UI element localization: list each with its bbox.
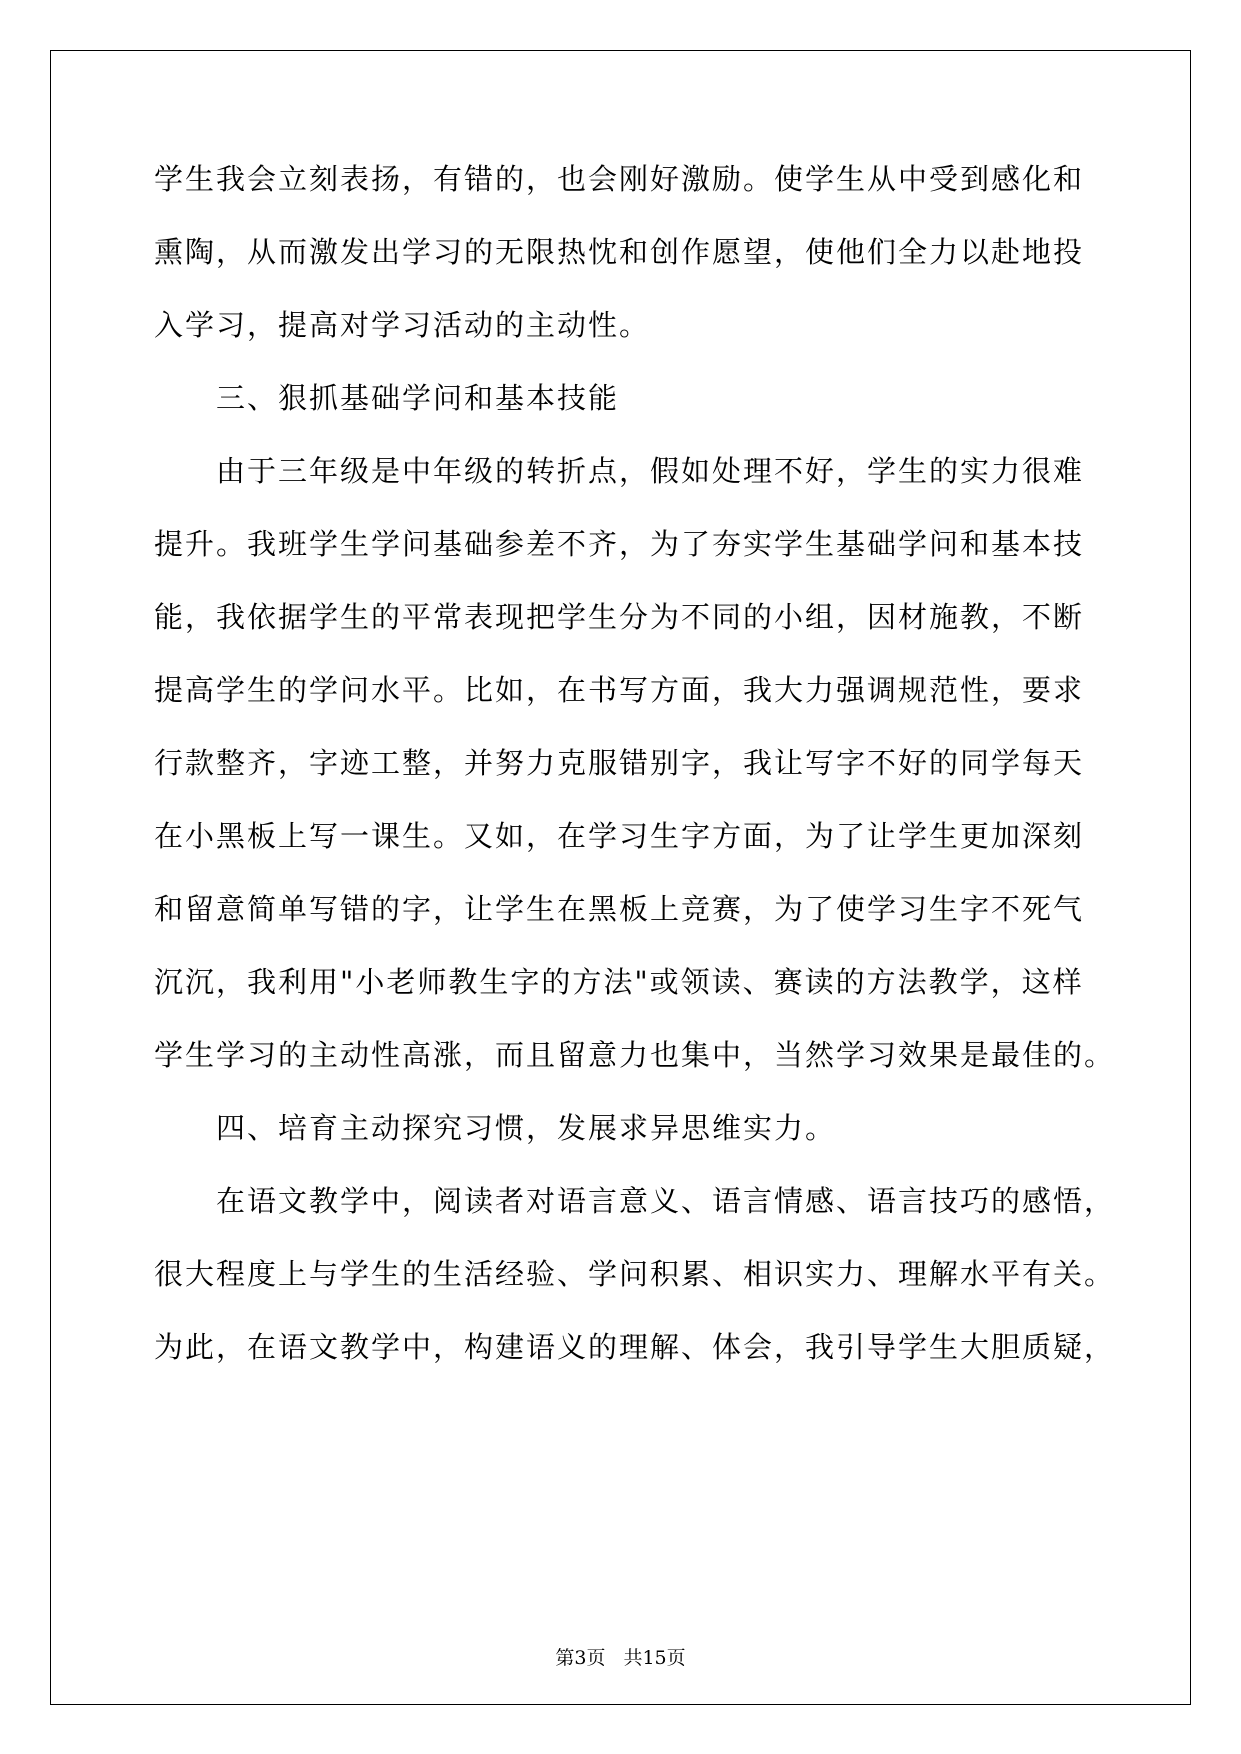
page-footer (0, 1646, 1241, 1670)
text-line-16: 很大程度上与学生的生活经验、学问积累、相识实力、理解水平有关。 (154, 1257, 1116, 1291)
page-number: 第3页 (555, 1647, 606, 1669)
text-line-7: 能，我依据学生的平常表现把学生分为不同的小组，因材施教，不断 (154, 600, 1085, 634)
text-line-1: 学生我会立刻表扬，有错的，也会刚好激励。使学生从中受到感化和 (154, 162, 1085, 196)
text-line-8: 提高学生的学问水平。比如，在书写方面，我大力强调规范性，要求 (154, 673, 1085, 707)
text-line-11: 和留意简单写错的字，让学生在黑板上竞赛，为了使学习生字不死气 (154, 892, 1085, 926)
text-line-13: 学生学习的主动性高涨，而且留意力也集中，当然学习效果是最佳的。 (154, 1038, 1116, 1072)
section-heading-3: 三、狠抓基础学问和基本技能 (216, 381, 620, 415)
text-line-10: 在小黑板上写一课生。又如，在学习生字方面，为了让学生更加深刻 (154, 819, 1085, 853)
text-line-5: 由于三年级是中年级的转折点，假如处理不好，学生的实力很难 (216, 454, 1085, 488)
page-border (50, 50, 1191, 1705)
text-line-15: 在语文教学中，阅读者对语言意义、语言情感、语言技巧的感悟， (216, 1184, 1116, 1218)
text-line-6: 提升。我班学生学问基础参差不齐，为了夯实学生基础学问和基本技 (154, 527, 1085, 561)
page-total: 共15页 (623, 1647, 686, 1669)
text-line-12: 沉沉，我利用"小老师教生字的方法"或领读、赛读的方法教学，这样 (154, 965, 1084, 999)
text-line-2: 熏陶，从而激发出学习的无限热忱和创作愿望，使他们全力以赴地投 (154, 235, 1085, 269)
section-heading-4: 四、培育主动探究习惯，发展求异思维实力。 (216, 1111, 837, 1145)
text-line-9: 行款整齐，字迹工整，并努力克服错别字，我让写字不好的同学每天 (154, 746, 1085, 780)
text-line-17: 为此，在语文教学中，构建语义的理解、体会，我引导学生大胆质疑， (154, 1330, 1116, 1364)
text-line-3: 入学习，提高对学习活动的主动性。 (154, 308, 651, 342)
